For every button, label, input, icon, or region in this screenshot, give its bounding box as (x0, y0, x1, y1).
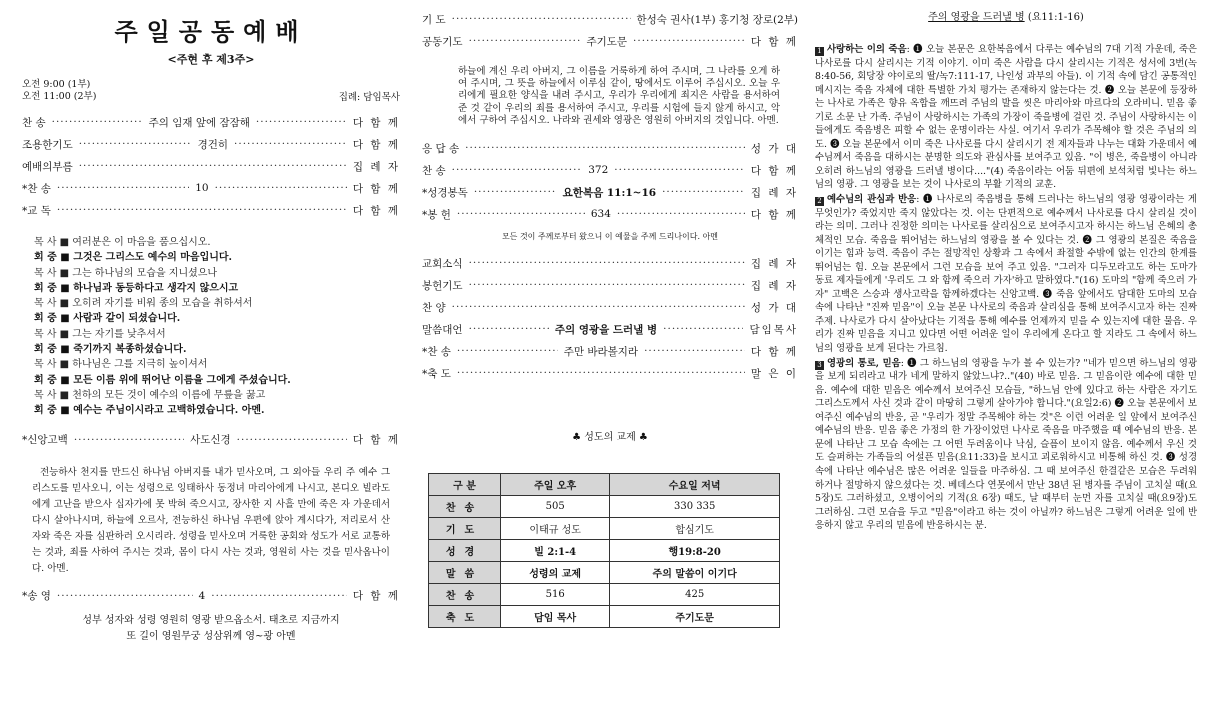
section-title: 예수님의 관심과 반응 (827, 194, 917, 206)
table-header-cell: 수요일 저녁 (610, 474, 780, 496)
leader-dots (57, 182, 189, 194)
order-row (422, 137, 798, 159)
leader-dots (237, 434, 347, 446)
order-row (22, 155, 400, 177)
order-content: 주의 영광을 드러낼 병 (554, 323, 658, 336)
leader-dots (74, 434, 184, 446)
pastor-line: 목 사 ■ 그는 하나님의 모습을 지니셨으나 (34, 267, 218, 279)
leader-dots (211, 590, 347, 602)
page-title: 주일공동예배 (114, 17, 308, 46)
leader-dots (452, 13, 631, 25)
table-header-cell: 구 분 (429, 474, 501, 496)
table-body (429, 496, 780, 628)
order-row (422, 252, 798, 274)
leader-dots (469, 279, 745, 291)
leader-dots (644, 345, 745, 357)
order-label: 말씀대언 (422, 323, 463, 336)
leader-dots (256, 116, 347, 128)
table-cell: 성경 (429, 540, 501, 562)
order-label: 봉헌기도 (422, 279, 463, 292)
order-label: 찬 송 (22, 116, 46, 129)
leader-dots (452, 301, 745, 313)
congregation-line: 회 중 ■ 죽기까지 복종하셨습니다. (34, 344, 187, 356)
table-header-cell: 주일 오후 (501, 474, 610, 496)
order-label: *교 독 (22, 204, 51, 217)
table-cell: 찬송 (429, 496, 501, 518)
pastor-line: 목 사 ■ 여러분은 이 마음을 품으십시오. (34, 237, 211, 248)
order-content: 한성숙 권사(1부) 홍기청 장로(2부) (636, 13, 798, 26)
order-row (422, 274, 798, 296)
order-of-worship-column (22, 8, 400, 645)
pastor-line: 목 사 ■ 천하의 모든 것이 예수의 이름에 무릎을 꿇고 (34, 389, 266, 401)
table-cell: 505 (501, 496, 610, 518)
table-cell: 말씀 (429, 562, 501, 584)
liturgical-week: <주현 후 제3주> (167, 53, 255, 66)
sermon-notes-column (815, 8, 1197, 534)
order-row (422, 296, 798, 318)
table-cell: 주기도문 (610, 606, 780, 628)
order-label: 조용한기도 (22, 138, 73, 151)
table-cell: 기도 (429, 518, 501, 540)
table-row (429, 606, 780, 628)
doxology-row (22, 585, 400, 607)
order-leader: 다 함 께 (750, 208, 798, 221)
leader-dots (215, 182, 347, 194)
table-row (429, 562, 780, 584)
section-title: 사랑하는 이의 죽음 (827, 44, 907, 55)
service-times (22, 79, 400, 103)
table-row (429, 584, 780, 606)
creed-row (22, 429, 400, 451)
section-body: : ❶ 그 하느님의 영광을 누가 볼 수 있는가? "네가 믿으면 하느님의 영광을 보게 되리라고 내가 네게 말하지 않았느냐?.."(40) 바로 믿음. 그 믿음이란 예수에 대한 믿음. 예수에 대한 믿음은 예수께서 보여주신 모습들, "하느님 안에 있다고 하는 사람은 자기도 그리스도께서 사신 것과 같이 마땅히 그렇게 살아가야 합니다."(요일2:6) ❷ 오늘 본문에서 보여주신 예수님의 반응, 곧 "우리가 정말 주목해야 하는 것"은 이런 어려운 일 앞에서 보여주신 예수님의 반응. 믿음 좋은 가정의 한 가장이었던 나사로 죽음을 마주했을 때 예수님의 반응. 본문에 나타난 그 모습 속에는 그 어떤 두려움이나 낙심, 슬픔이 보이지 않음. 예수께서 우신 것도 슬퍼하는 가족들의 어설픈 믿음(요11:33)을 보시고 괴로워하시고 비통해 하신 것. ❸ 성경 속에 나타난 예수님은 많은 어려운 일들을 마주하심. 그 때 보여주신 한결같은 모습은 두려워하거나 절망하지 않으셨다는 것. 베데스다 연못에서 만난 38년 된 병자를 주님이 고치실 때(요5장)도 그러하셨고, 오병이어의 기적(요 6장) 때도, 날 때부터 눈먼 자를 고치실 때(요9장)도 그러하심. 그런 모습을 두고 "믿음"이라고 하는 것이 아닐까? 하느님은 그렇게 어려운 일에 반응하지 않고 우리의 믿음에 반응하시는 분. (815, 357, 1197, 532)
order-leader: 성 가 대 (750, 142, 798, 155)
table-cell: 담임 목사 (501, 606, 610, 628)
sermon-section-2 (815, 193, 1197, 356)
congregation-line: 회 중 ■ 하나님과 동등하다고 생각지 않으시고 (34, 282, 239, 294)
time-second-service: 오전 11:00 (2부) (22, 91, 97, 102)
order-content: 10 (195, 182, 209, 194)
order-label: *신앙고백 (22, 434, 68, 447)
leader-dots (234, 138, 347, 150)
order-row (22, 199, 400, 221)
leader-dots (617, 208, 745, 220)
order-label: 찬 양 (422, 301, 446, 314)
order-list-top (422, 8, 798, 52)
table-header-row (429, 474, 780, 496)
order-leader: 집 례 자 (750, 279, 798, 292)
order-label: *찬 송 (422, 345, 451, 358)
table-cell: 행19:8-20 (610, 540, 780, 562)
order-leader: 다 함 께 (352, 138, 401, 151)
pastor-line: 목 사 ■ 오히려 자기를 비워 종의 모습을 취하셔서 (34, 298, 253, 310)
order-content: 634 (590, 208, 611, 221)
order-leader: 집 례 자 (352, 160, 400, 173)
doxology-text (22, 613, 400, 645)
table-cell: 찬송 (429, 584, 501, 606)
congregation-line: 회 중 ■ 모든 이름 위에 뛰어난 이름을 그에게 주셨습니다. (34, 374, 291, 386)
order-leader: 다 함 께 (352, 116, 401, 129)
order-leader: 다 함 께 (750, 164, 798, 177)
fellowship-table (428, 473, 780, 628)
time-first-service: 오전 9:00 (1부) (22, 79, 91, 90)
leader-dots (663, 323, 743, 335)
congregation-line: 회 중 ■ 사람과 같이 되셨습니다. (34, 313, 181, 325)
order-label: 응 답 송 (422, 142, 460, 155)
table-cell: 성령의 교제 (501, 562, 610, 584)
leader-dots (474, 186, 557, 198)
doxology-line: 성부 성자와 성령 영원히 영광 받으옵소서. 태초로 지금까지 (82, 614, 340, 626)
order-leader: 다 함 께 (352, 434, 401, 447)
offering-note: 모든 것이 주께로부터 왔으니 이 예물을 주께 드리나이다. 아멘 (501, 232, 719, 242)
table-cell: 주의 말씀이 이기다 (610, 562, 780, 584)
table-row (429, 540, 780, 562)
leader-dots (465, 142, 745, 154)
order-label: *찬 송 (22, 182, 51, 195)
apostles-creed-text: 전능하사 천지를 만드신 하나님 아버지를 내가 믿사오며, 그 외아들 우리 주 예수 그리스도를 믿사오니, 이는 성령으로 잉태하사 동정녀 마리아에게 나시고, 본디오 빌라도에게 고난을 받으사 십자가에 못 박혀 죽으시고, 장사한 지 사흘 만에 죽은 자 가운데서 다시 살아나시며, 하늘에 오르사, 전능하신 하나님 우편에 앉아 계시다가, 저리로서 산 자와 죽은 자를 심판하러 오시리라. 성령을 믿사오며 거룩한 공회와 성도가 서로 교통하는 것과, 죄를 사하여 주시는 것과, 몸이 다시 사는 것과, 영원히 사는 것을 믿사옵나이다. 아멘. (32, 466, 390, 574)
leader-dots (79, 138, 192, 150)
order-row (422, 340, 798, 362)
lords-prayer-text: 하늘에 계신 우리 아버지, 그 이름을 거룩하게 하여 주시며, 그 나라를 오게 하여 주시며, 그 뜻을 하늘에서 이루심 같이, 땅에서도 이루어 주십시오. 오늘 우리에게 필요한 양식을 내려 주시고, 우리가 우리에게 죄지은 사람을 용서하여 준 것 같이 우리의 죄를 용서하여 주시고, 우리를 시험에 들지 않게 하시고, 악에서 구하여 주십시오. 나라와 권세와 영광은 영원히 아버지의 것입니다. 아멘. (458, 66, 780, 126)
order-row (422, 318, 798, 340)
order-label: 기 도 (422, 13, 446, 26)
order-leader: 다 함 께 (352, 182, 401, 195)
order-list (22, 111, 400, 221)
order-label: 공동기도 (422, 35, 463, 48)
order-row (422, 8, 798, 30)
order-row (422, 362, 798, 384)
presider: 집례: 담임목사 (338, 92, 400, 103)
order-content: 요한복음 11:1~16 (562, 186, 657, 199)
order-content: 경건히 (197, 138, 229, 151)
sermon-title: 주의 영광을 드러낼 병 (928, 12, 1025, 23)
order-row (422, 30, 798, 52)
order-leader: 담임목사 (749, 323, 799, 336)
order-row (422, 203, 798, 225)
leader-dots (57, 590, 193, 602)
order-content: 372 (588, 164, 609, 177)
table-row (429, 496, 780, 518)
responsive-reading (34, 235, 400, 419)
sermon-section-3 (815, 357, 1197, 533)
leader-dots (662, 186, 745, 198)
leader-dots (52, 116, 143, 128)
section-marker-3: 3 (815, 361, 824, 370)
sermon-heading (815, 8, 1197, 23)
table-cell: 이태규 성도 (501, 518, 610, 540)
leader-dots (469, 257, 745, 269)
table-cell: 축도 (429, 606, 501, 628)
order-label: *봉 헌 (422, 208, 451, 221)
order-leader: 말 은 이 (750, 367, 798, 380)
congregation-line: 회 중 ■ 예수는 주님이시라고 고백하였습니다. 아멘. (34, 405, 265, 417)
section-title: 영광의 통로, 믿음 (827, 357, 901, 369)
sermon-reference: (요11:1-16) (1027, 12, 1084, 23)
table-cell: 330 335 (610, 496, 780, 518)
leader-dots (452, 164, 583, 176)
pastor-line: 목 사 ■ 하나님은 그를 지극히 높이셔서 (34, 359, 208, 371)
leader-dots (457, 345, 558, 357)
congregation-line: 회 중 ■ 그것은 그리스도 예수의 마음입니다. (34, 252, 233, 264)
section-marker-2: 2 (815, 197, 824, 206)
order-content: 주기도문 (586, 35, 628, 48)
order-row (22, 111, 400, 133)
table-row (429, 518, 780, 540)
leader-dots (633, 35, 745, 47)
order-label: *축 도 (422, 367, 451, 380)
order-leader: 성 가 대 (750, 301, 798, 314)
table-cell: 516 (501, 584, 610, 606)
section-body: : ❶ 나사로의 죽음병을 통해 드러나는 하느님의 영광 영광이라는 게 무엇인가? 죽었지만 죽지 않았다는 것. 이는 단편적으로 예수께서 나사로를 다시 살리실 것이라는 의미. 그러나 진정한 의미는 나사로를 살리심으로 보여주시고자 하시는 하느님 은혜의 총체적인 모습. 죽음을 뛰어넘는 하느님의 영광을 볼 수 있다는 것. ❷ 그 영광의 본질은 죽음을 이기는 힘과 능력. 죽음이 주는 절망적인 상황과 그 속에서 좌절할 수밖에 없는 인간의 한계를 뛰어넘는 힘. 오늘 본문에서 그런 모습을 보여 주고 있음. "그러자 디두모라고도 하는 도마가 동료 제자들에게 '우리도 그 와 함께 죽으러 가자'하고 말하였다."(16) 도마의 "함께 죽으러 가자" 고백은 스승과 생사고락을 함께하겠다는 신앙고백. ❸ 죽음 앞에서도 담대한 도마의 모습 속에 나타난 "진짜 믿음"이 오늘 본문 나사로의 죽음과 살리심을 통해 보여주시고자 하는 진짜 주제. 나사로가 다시 살아났다는 기적을 통해 예수를 언제까지 믿을 수 있는지에 대한 물음. 우리가 진짜 믿음을 지니고 있다면 어떤 어려운 일이 우리에게 온다고 할 지라도 그 속에서 하느님의 영광을 보게 된다는 가르침. (815, 194, 1197, 355)
section-marker-1: 1 (815, 47, 824, 56)
order-leader: 집 례 자 (750, 257, 798, 270)
order-list-middle (422, 137, 798, 225)
leader-dots (469, 35, 581, 47)
doxology-line: 또 길이 영원무궁 성삼위께 영~광 아멘 (126, 630, 296, 642)
pastor-line: 목 사 ■ 그는 자기를 낮추셔서 (34, 328, 166, 340)
order-list-bottom (422, 252, 798, 384)
leader-dots (469, 323, 549, 335)
leader-dots (57, 204, 347, 216)
leader-dots (457, 208, 585, 220)
leader-dots (614, 164, 745, 176)
order-content: 4 (198, 589, 206, 602)
order-label: 교회소식 (422, 257, 463, 270)
order-row (422, 181, 798, 203)
order-label: 예배의부름 (22, 160, 73, 173)
order-leader: 집 례 자 (750, 186, 798, 199)
fellowship-heading: ♣ 성도의 교제 ♣ (572, 432, 648, 444)
order-row (22, 177, 400, 199)
section-body: : ❶ 오늘 본문은 요한복음에서 다루는 예수님의 7대 기적 가운데, 죽은 나사로를 다시 살리시는 기적 이야기. 이미 죽은 사람을 다시 살리시는 기적은 성서에 3번(녹8:40-56, 회당장 야이로의 딸/녹7:111-17, 나인성 과부의 아들). 이 기적 속에 담긴 공통적인 메시지는 죽음 자체에 대한 특별한 가치 평가는 존재하지 않는다는 것. ❷ 오늘 본문에 등장하는 나사로 가족은 향유 옥합을 깨뜨려 주님의 발을 씻은 마리아와 마르다의 오라비니. 믿음 좋기로 소문 난 가족. 주님이 사랑하시는 가족의 가장이 죽을병에 걸린 것. 주님이 사랑하시는 이들에게도 죽음병은 피할 수 없는 운명이라는 사실. 여기서 우리가 주목해야 할 것은 주님의 의도. ❸ 오늘 본문에서 이미 죽은 나사로를 다시 살리시기 전 제자들과 나누는 대화 가운데서 예수님께서 죽음을 대하시는 분명한 의도와 관심사를 보여주고 있음. "이 병은, 죽을병이 아니라 오히려 하느님의 영광을 드러낼 병이다...."(4) 죽음이라는 어둠 뒤편에 보석처럼 빛나는 하느님의 영광. 그 영광을 보는 것이 나사로의 부활 기적의 교훈. (815, 44, 1197, 191)
order-label: *송 영 (22, 590, 51, 603)
order-leader: 다 함 께 (750, 35, 799, 48)
sermon-section-1 (815, 43, 1197, 192)
order-label: *성경봉독 (422, 186, 468, 199)
order-content: 주의 임재 앞에 잠잠해 (148, 116, 250, 129)
order-row (422, 159, 798, 181)
table-cell: 425 (610, 584, 780, 606)
leader-dots (457, 367, 745, 379)
table-cell: 합심기도 (610, 518, 780, 540)
order-label: 찬 송 (422, 164, 446, 177)
table-cell: 빌 2:1-4 (501, 540, 610, 562)
order-content: 사도신경 (190, 434, 231, 447)
leader-dots (79, 160, 347, 172)
order-row (22, 133, 400, 155)
order-leader: 다 함 께 (352, 204, 400, 217)
order-leader: 다 함 께 (750, 345, 799, 358)
order-continued-column (422, 8, 798, 628)
order-content: 주만 바라볼지라 (563, 345, 639, 358)
order-leader: 다 함 께 (352, 590, 401, 603)
